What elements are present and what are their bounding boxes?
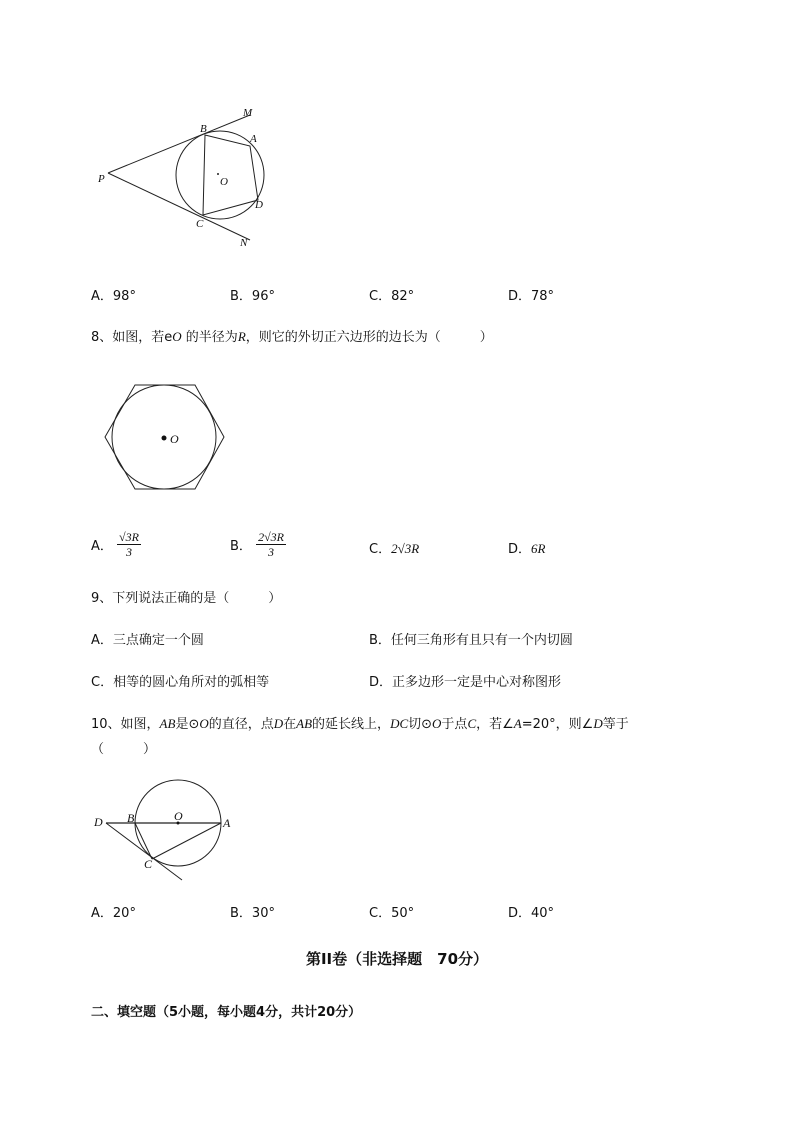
q9-option-a: A．三点确定一个圆 [91, 633, 204, 648]
q10-label-D: D [94, 815, 103, 829]
q8-label-O: O [170, 432, 179, 446]
q10-tangent-dc [106, 823, 182, 880]
q7-label-M: M [243, 107, 253, 119]
section2-heading: 二、填空题（5小题，每小题4分，共计20分） [91, 1005, 362, 1020]
q10-chord-cb [135, 823, 152, 859]
q7-quadrilateral [203, 135, 258, 215]
q10-chord-ca [152, 823, 221, 859]
q9-option-b: B．任何三角形有且只有一个内切圆 [369, 633, 573, 648]
q10-stem-line2: （ ） [91, 742, 157, 757]
q7-figure [90, 100, 280, 260]
q10-label-B: B [127, 811, 135, 825]
q7-option-a: A．98° [91, 289, 136, 304]
q10-figure [90, 775, 240, 885]
q8-option-a: A． $\frac{√3R}{3}$ [91, 530, 139, 559]
q7-label-A: A [250, 133, 257, 145]
q9-option-d: D．正多边形一定是中心对称图形 [369, 675, 562, 690]
q7-option-d: D．78° [508, 289, 555, 304]
q8-stem: 8、如图，若eO 的半径为R，则它的外切正六边形的边长为（ ） [91, 329, 493, 345]
q7-label-D: D [255, 199, 263, 211]
q7-label-P: P [98, 173, 105, 185]
q10-label-O: O [174, 809, 183, 823]
q7-center-dot [217, 173, 219, 175]
q10-option-d: D．40° [508, 906, 555, 921]
part2-title: 第II卷（非选择题 70分） [305, 950, 489, 968]
q8-option-a-fraction: $\frac{√3R}{3}$ [119, 530, 139, 559]
q7-tangent-pm [108, 115, 250, 173]
q9-option-c: C．相等的圆心角所对的弧相等 [91, 675, 270, 690]
q7-label-N: N [240, 237, 248, 249]
q8-option-b: B． $\frac{2√3R}{3}$ [230, 530, 284, 559]
q7-label-O: O [220, 176, 228, 188]
q8-option-b-fraction: $\frac{2√3R}{3}$ [258, 530, 284, 559]
q10-stem-line1: 10、如图，AB是⊙O的直径，点D在AB的延长线上，DC切⊙O于点C，若∠A=20°，则∠D等于 [91, 716, 629, 732]
q7-option-b: B．96° [230, 289, 275, 304]
q10-option-b: B．30° [230, 906, 275, 921]
q9-stem: 9、下列说法正确的是（ ） [91, 591, 282, 606]
q8-center-dot [162, 436, 167, 441]
q7-tangent-pn [108, 173, 250, 240]
q8-option-d: D．6R [508, 541, 546, 557]
q10-label-A: A [223, 816, 231, 830]
q7-option-c: C．82° [369, 289, 415, 304]
q10-option-c: C．50° [369, 906, 415, 921]
q10-option-a: A．20° [91, 906, 136, 921]
q7-label-C: C [196, 218, 204, 230]
q8-figure [100, 380, 230, 495]
q10-label-C: C [144, 857, 153, 871]
q7-label-B: B [200, 123, 207, 135]
q8-option-c: C．2√3R [369, 541, 420, 557]
